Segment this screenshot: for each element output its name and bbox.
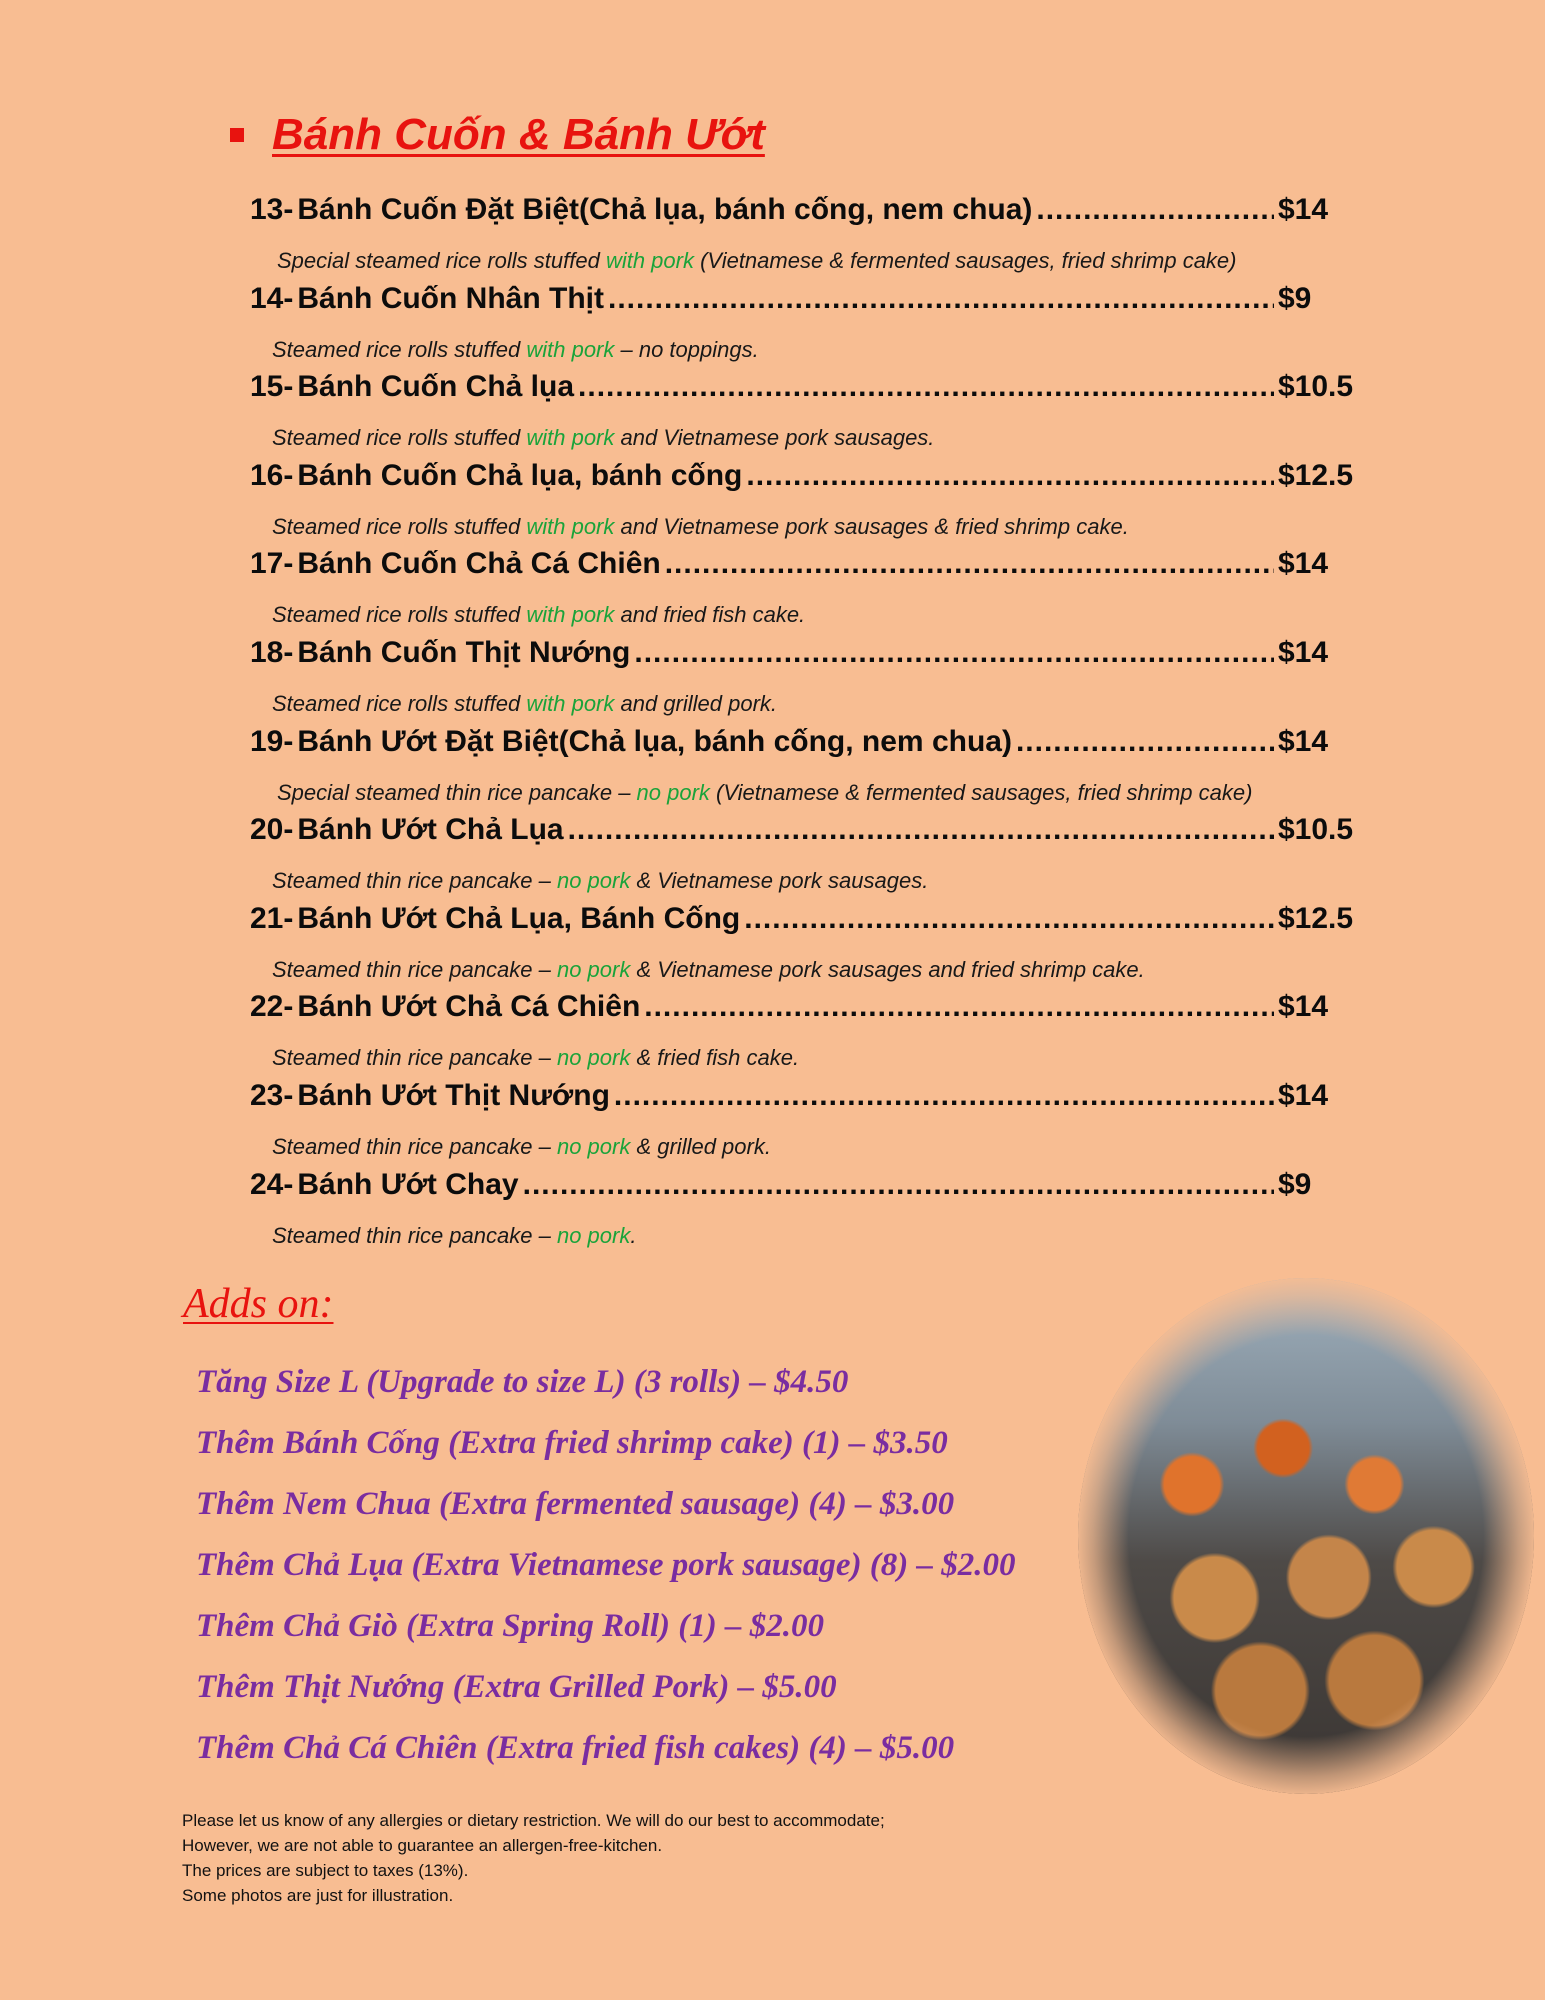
item-name: Bánh Ướt Chả Lụa, Bánh Cống xyxy=(297,901,741,935)
dot-leader xyxy=(523,1168,1274,1202)
item-number: 19- xyxy=(250,724,294,758)
item-description xyxy=(277,243,1360,279)
item-name: Bánh Cuốn Chả lụa xyxy=(297,370,575,404)
item-price: $12.5 xyxy=(1278,458,1354,492)
desc-text: Steamed thin rice pancake – xyxy=(272,956,557,982)
desc-text: Steamed thin rice pancake – xyxy=(272,1045,557,1071)
item-description xyxy=(272,1129,1360,1165)
item-description xyxy=(272,332,1360,368)
adds-on-list xyxy=(196,1352,1096,1779)
item-price: $9 xyxy=(1278,1167,1312,1201)
menu-item xyxy=(250,1079,1360,1168)
desc-text: Steamed thin rice pancake – xyxy=(272,1222,557,1248)
dot-leader xyxy=(568,813,1274,847)
menu-item xyxy=(250,813,1360,902)
item-price: $14 xyxy=(1278,547,1329,581)
add-on-item: Thêm Nem Chua (Extra fermented sausage) (4) – $3.00 xyxy=(196,1486,955,1522)
dot-leader xyxy=(608,282,1274,316)
dot-leader xyxy=(644,990,1274,1024)
add-on-item: Tăng Size L (Upgrade to size L) (3 rolls) – $4.50 xyxy=(196,1364,849,1400)
item-name: Bánh Ướt Chay xyxy=(297,1167,519,1201)
item-price: $12.5 xyxy=(1278,901,1354,935)
desc-highlight: no pork xyxy=(556,1045,631,1071)
item-number: 13- xyxy=(250,193,294,226)
add-on-item: Thêm Thịt Nướng (Extra Grilled Pork) – $5.00 xyxy=(196,1669,837,1705)
item-number: 22- xyxy=(250,990,294,1024)
menu-item xyxy=(250,990,1360,1079)
item-number: 21- xyxy=(250,901,294,935)
item-number: 16- xyxy=(250,458,294,492)
menu-item-line xyxy=(250,990,1360,1040)
photo-vignette xyxy=(1078,1278,1534,1794)
menu-item-line xyxy=(250,193,1360,243)
item-name: Bánh Ướt Chả Lụa xyxy=(297,813,564,847)
add-on-item: Thêm Chả Giò (Extra Spring Roll) (1) – $2.00 xyxy=(196,1608,824,1644)
item-name: Bánh Ướt Đặt Biệt(Chả lụa, bánh cống, nem chua) xyxy=(297,724,1012,758)
item-description xyxy=(272,686,1360,722)
desc-text: Steamed rice rolls stuffed xyxy=(272,602,527,628)
item-number: 18- xyxy=(250,635,294,669)
item-price: $10.5 xyxy=(1278,813,1354,847)
desc-text: (Vietnamese & fermented sausages, fried shrimp cake) xyxy=(693,248,1237,273)
adds-on-title: Adds on: xyxy=(183,1281,334,1327)
dot-leader xyxy=(634,636,1274,670)
menu-item-line xyxy=(250,636,1360,686)
dot-leader xyxy=(614,1079,1274,1113)
desc-text: Steamed rice rolls stuffed xyxy=(272,690,527,716)
item-description xyxy=(272,1040,1360,1076)
desc-highlight: no pork xyxy=(556,868,631,894)
desc-highlight: with pork xyxy=(526,425,615,451)
desc-highlight: with pork xyxy=(526,513,615,539)
desc-highlight: no pork xyxy=(556,1133,631,1159)
dot-leader xyxy=(746,459,1274,493)
food-photo xyxy=(1078,1278,1534,1794)
add-on-item: Thêm Bánh Cống (Extra fried shrimp cake) (1) – $3.50 xyxy=(196,1425,948,1461)
desc-text: (Vietnamese & fermented sausages, fried shrimp cake) xyxy=(709,779,1253,805)
item-description xyxy=(272,597,1360,633)
menu-item-line xyxy=(250,1168,1360,1218)
item-number: 14- xyxy=(250,281,294,315)
menu-item xyxy=(250,1168,1360,1257)
desc-highlight: no pork xyxy=(556,956,631,982)
item-number: 20- xyxy=(250,813,294,847)
item-price: $14 xyxy=(1278,1078,1329,1112)
item-price: $10.5 xyxy=(1278,370,1354,404)
menu-item-line xyxy=(250,813,1360,863)
desc-text: Special steamed rice rolls stuffed xyxy=(277,248,606,273)
item-name: Bánh Ướt Thịt Nướng xyxy=(297,1078,610,1112)
desc-highlight: with pork xyxy=(526,602,615,628)
item-description xyxy=(272,1218,1360,1254)
item-name: Bánh Cuốn Nhân Thịt xyxy=(297,281,604,315)
desc-text: Steamed rice rolls stuffed xyxy=(272,336,527,362)
desc-text: and Vietnamese pork sausages. xyxy=(614,425,935,451)
item-number: 15- xyxy=(250,370,294,404)
desc-text: & Vietnamese pork sausages. xyxy=(630,868,929,894)
menu-item xyxy=(250,282,1360,371)
item-name: Bánh Cuốn Chả Cá Chiên xyxy=(297,547,661,581)
desc-highlight: no pork xyxy=(556,1222,631,1248)
dot-leader xyxy=(1036,193,1274,227)
menu-list xyxy=(250,193,1360,1256)
menu-item-line xyxy=(250,1079,1360,1129)
desc-text: – no toppings. xyxy=(614,336,759,362)
desc-text: . xyxy=(630,1222,637,1248)
desc-text: & Vietnamese pork sausages and fried shrimp cake. xyxy=(630,956,1145,982)
dot-leader xyxy=(665,547,1274,581)
item-name: Bánh Cuốn Thịt Nướng xyxy=(297,635,631,669)
desc-highlight: with pork xyxy=(526,336,615,362)
item-price: $14 xyxy=(1278,990,1329,1024)
desc-text: Special steamed thin rice pancake – xyxy=(277,779,637,805)
item-name: Bánh Ướt Chả Cá Chiên xyxy=(297,990,641,1024)
item-description xyxy=(277,775,1360,811)
desc-text: Steamed rice rolls stuffed xyxy=(272,425,527,451)
item-number: 24- xyxy=(250,1167,294,1201)
note-line: However, we are not able to guarantee an allergen-free-kitchen. xyxy=(182,1836,663,1855)
item-description xyxy=(272,863,1360,899)
item-number: 23- xyxy=(250,1078,294,1112)
footer-notes xyxy=(182,1808,885,1908)
menu-item xyxy=(250,193,1360,282)
item-price: $14 xyxy=(1278,724,1329,758)
section-header xyxy=(230,105,765,165)
item-price: $14 xyxy=(1278,635,1329,669)
note-line: The prices are subject to taxes (13%). xyxy=(182,1861,469,1880)
item-name: Bánh Cuốn Chả lụa, bánh cống xyxy=(297,458,743,492)
item-price: $9 xyxy=(1278,281,1312,315)
menu-item-line xyxy=(250,370,1360,420)
desc-text: and fried fish cake. xyxy=(614,602,806,628)
item-description xyxy=(272,420,1360,456)
menu-item xyxy=(250,725,1360,814)
desc-text: Steamed rice rolls stuffed xyxy=(272,513,527,539)
add-on-item: Thêm Chả Cá Chiên (Extra fried fish cakes) (4) – $5.00 xyxy=(196,1730,955,1766)
square-bullet-icon xyxy=(230,128,244,142)
menu-item xyxy=(250,370,1360,459)
menu-item xyxy=(250,902,1360,991)
desc-text: and Vietnamese pork sausages & fried shrimp cake. xyxy=(614,513,1129,539)
note-line: Please let us know of any allergies or dietary restriction. We will do our best to accommodate; xyxy=(182,1811,885,1830)
section-title: Bánh Cuốn & Bánh Ướt xyxy=(272,110,765,159)
menu-item-line xyxy=(250,547,1360,597)
desc-text: Steamed thin rice pancake – xyxy=(272,1133,557,1159)
add-on-item: Thêm Chả Lụa (Extra Vietnamese pork sausage) (8) – $2.00 xyxy=(196,1547,1016,1583)
dot-leader xyxy=(578,370,1274,404)
dot-leader xyxy=(744,902,1274,936)
desc-text: and grilled pork. xyxy=(614,690,778,716)
menu-item-line xyxy=(250,282,1360,332)
item-description xyxy=(272,509,1360,545)
desc-highlight: with pork xyxy=(605,248,694,273)
menu-item xyxy=(250,459,1360,548)
item-price: $14 xyxy=(1278,193,1329,226)
desc-text: & fried fish cake. xyxy=(630,1045,800,1071)
item-name: Bánh Cuốn Đặt Biệt(Chả lụa, bánh cống, nem chua) xyxy=(297,193,1033,226)
desc-highlight: with pork xyxy=(526,690,615,716)
desc-text: Steamed thin rice pancake – xyxy=(272,868,557,894)
item-description xyxy=(272,952,1360,988)
desc-highlight: no pork xyxy=(636,779,710,805)
dot-leader xyxy=(1016,725,1274,759)
menu-item xyxy=(250,547,1360,636)
menu-item xyxy=(250,636,1360,725)
desc-text: & grilled pork. xyxy=(630,1133,771,1159)
note-line: Some photos are just for illustration. xyxy=(182,1886,454,1905)
item-number: 17- xyxy=(250,547,294,581)
menu-item-line xyxy=(250,725,1360,775)
menu-item-line xyxy=(250,459,1360,509)
menu-item-line xyxy=(250,902,1360,952)
